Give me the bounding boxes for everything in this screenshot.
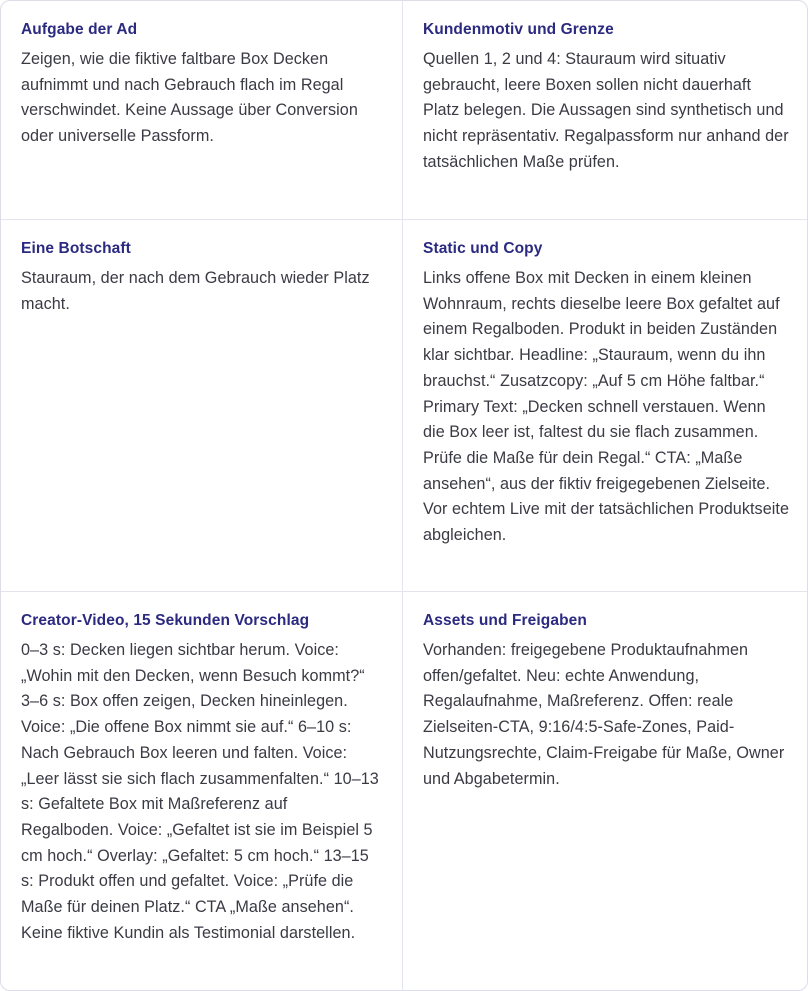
section-title: Eine Botschaft	[21, 240, 131, 257]
section-title: Assets und Freigaben	[423, 612, 587, 629]
section-body: Vorhanden: freigegebene Produktaufnahmen offen/gefaltet. Neu: echte Anwendung, Regalaufnahme, Maßreferenz. Offen: reale Zielseiten-CTA, 9:16/4:5-Safe-Zones, Paid-Nutzungsrechte, Claim-Freigabe für Maße, Owner und Abgabetermin.	[423, 641, 785, 788]
section-body: 0–3 s: Decken liegen sichtbar herum. Voice: „Wohin mit den Decken, wenn Besuch kommt?“ 3–6 s: Box offen zeigen, Decken hineinlegen. Voice: „Die offene Box nimmt sie auf.“ 6–10 s: Nach Gebrauch Box leeren und falten. Voice: „Leer lässt sie sich flach zusammenfalten.“ 10–13 s: Gefaltete Box mit Maßreferenz auf Regalboden. Voice: „Gefaltet ist sie im Beispiel 5 cm hoch.“ Overlay: „Gefaltet: 5 cm hoch.“ 13–15 s: Produkt offen und gefaltet. Voice: „Prüfe die Maße für deinen Platz.“ CTA „Maße ansehen“. Keine fiktive Kundin als Testimonial darstellen.	[21, 641, 379, 942]
section-creator-video	[1, 592, 403, 990]
section-botschaft	[1, 220, 403, 592]
section-title: Kundenmotiv und Grenze	[423, 21, 614, 38]
section-static-copy	[403, 220, 807, 592]
section-body: Links offene Box mit Decken in einem kleinen Wohnraum, rechts dieselbe leere Box gefaltet auf einem Regalboden. Produkt in beiden Zuständen klar sichtbar. Headline: „Stauraum, wenn du ihn brauchst.“ Zusatzcopy: „Auf 5 cm Höhe faltbar.“ Primary Text: „Decken schnell verstauen. Wenn die Box leer ist, faltest du sie flach zusammen. Prüfe die Maße für dein Regal.“ CTA: „Maße ansehen“, aus der fiktiv freigegebenen Zielseite. Vor echtem Live mit der tatsächlichen Produktseite abgleichen.	[423, 269, 789, 545]
section-assets	[403, 592, 807, 990]
section-body: Zeigen, wie die fiktive faltbare Box Decken aufnimmt und nach Gebrauch flach im Regal verschwindet. Keine Aussage über Conversion oder universelle Passform.	[21, 50, 358, 146]
section-body: Quellen 1, 2 und 4: Stauraum wird situativ gebraucht, leere Boxen sollen nicht dauerhaft Platz belegen. Die Aussagen sind synthetisch und nicht repräsentativ. Regalpassform nur anhand der tatsächlichen Maße prüfen.	[423, 50, 789, 171]
section-aufgabe	[1, 1, 403, 220]
section-kundenmotiv	[403, 1, 807, 220]
section-title: Creator-Video, 15 Sekunden Vorschlag	[21, 612, 310, 629]
section-title: Static und Copy	[423, 240, 543, 257]
section-body: Stauraum, der nach dem Gebrauch wieder Platz macht.	[21, 269, 370, 313]
brief-grid	[1, 1, 807, 990]
section-title: Aufgabe der Ad	[21, 21, 138, 38]
